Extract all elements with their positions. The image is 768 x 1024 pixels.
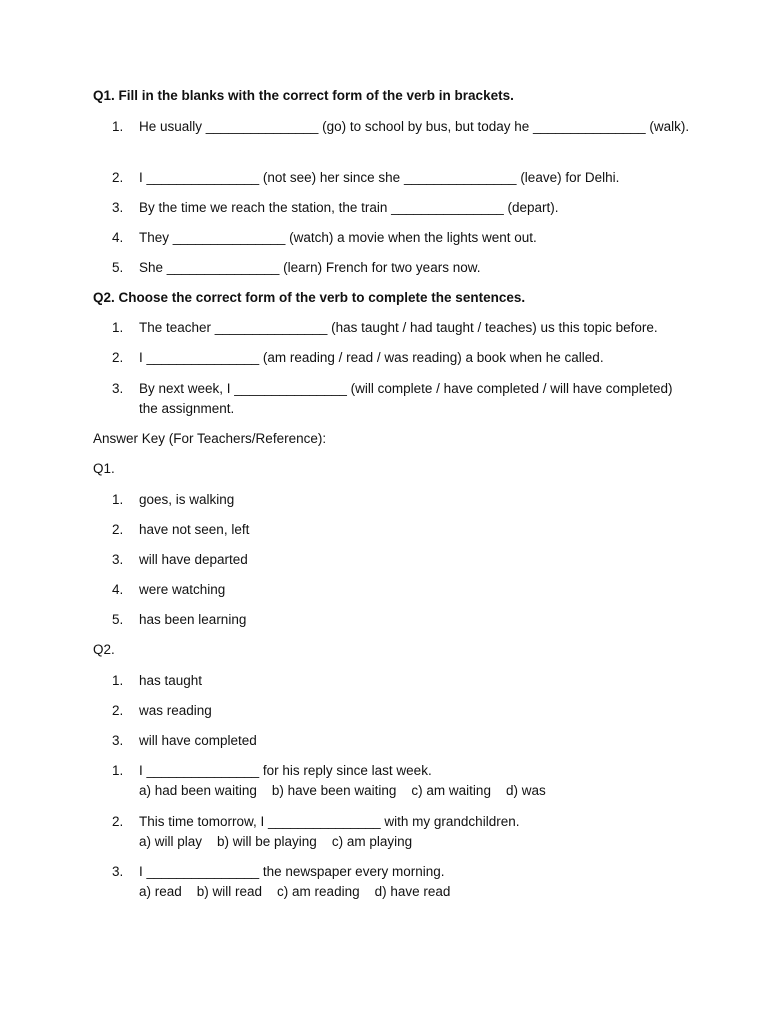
q1-heading: Q1. Fill in the blanks with the correct form of the verb in brackets. xyxy=(93,88,514,103)
extra-item-1 xyxy=(112,761,692,801)
answer-text: will have completed xyxy=(139,733,257,748)
answer-q2-item-1 xyxy=(112,671,692,691)
item-number: 3. xyxy=(112,733,124,748)
extra-item-3 xyxy=(112,862,692,902)
item-number: 1. xyxy=(112,763,124,778)
answer-text: has been learning xyxy=(139,612,247,627)
item-number: 1. xyxy=(112,673,124,688)
item-number: 2. xyxy=(112,522,124,537)
item-text: I _______________ (not see) her since she _______________ (leave) for Delhi. xyxy=(139,170,620,185)
item-text: By the time we reach the station, the train _______________ (depart). xyxy=(139,200,559,215)
item-text: He usually _______________ (go) to school by bus, but today he _______________ (walk). xyxy=(139,119,690,134)
q1-item-5 xyxy=(112,258,692,278)
item-text: This time tomorrow, I _______________ with my grandchildren. xyxy=(139,814,520,829)
q2-item-1 xyxy=(112,318,692,338)
answer-key-q2-label: Q2. xyxy=(93,642,115,657)
item-number: 4. xyxy=(112,582,124,597)
answer-q1-item-2 xyxy=(112,520,692,540)
answer-q1-item-4 xyxy=(112,580,692,600)
answer-q1-item-1 xyxy=(112,490,692,510)
answer-text: goes, is walking xyxy=(139,492,235,507)
q1-item-2 xyxy=(112,168,692,188)
item-text: The teacher _______________ (has taught / had taught / teaches) us this topic before. xyxy=(139,320,658,335)
answer-text: has taught xyxy=(139,673,203,688)
extra-item-2 xyxy=(112,812,692,852)
q1-item-3 xyxy=(112,198,692,218)
answer-text: was reading xyxy=(139,703,212,718)
item-number: 1. xyxy=(112,320,124,335)
item-text: She _______________ (learn) French for two years now. xyxy=(139,260,481,275)
item-number: 1. xyxy=(112,119,124,134)
item-text: I _______________ for his reply since last week. xyxy=(139,763,432,778)
q1-item-4 xyxy=(112,228,692,248)
item-options: a) read b) will read c) am reading d) have read xyxy=(139,884,451,899)
item-number: 3. xyxy=(112,864,124,879)
item-number: 3. xyxy=(112,552,124,567)
item-options: a) will play b) will be playing c) am playing xyxy=(139,834,413,849)
item-text: They _______________ (watch) a movie when the lights went out. xyxy=(139,230,537,245)
item-number: 2. xyxy=(112,350,124,365)
item-number: 5. xyxy=(112,612,124,627)
answer-key-heading: Answer Key (For Teachers/Reference): xyxy=(93,431,327,446)
item-number: 5. xyxy=(112,260,124,275)
item-number: 4. xyxy=(112,230,124,245)
item-number: 2. xyxy=(112,814,124,829)
item-number: 3. xyxy=(112,381,124,396)
answer-text: were watching xyxy=(139,582,226,597)
answer-text: will have departed xyxy=(139,552,248,567)
answer-q1-item-3 xyxy=(112,550,692,570)
answer-q2-item-3 xyxy=(112,731,692,751)
item-text: I _______________ (am reading / read / was reading) a book when he called. xyxy=(139,350,604,365)
item-number: 2. xyxy=(112,703,124,718)
q2-item-2 xyxy=(112,348,692,368)
q2-item-3 xyxy=(112,379,692,419)
answer-q1-item-5 xyxy=(112,610,692,630)
q1-item-1 xyxy=(112,117,692,137)
item-number: 3. xyxy=(112,200,124,215)
answer-q2-item-2 xyxy=(112,701,692,721)
item-number: 1. xyxy=(112,492,124,507)
item-text: By next week, I _______________ (will complete / have completed / will have completed) the assignment. xyxy=(139,381,677,416)
answer-key-q1-label: Q1. xyxy=(93,461,115,476)
item-options: a) had been waiting b) have been waiting c) am waiting d) was xyxy=(139,783,546,798)
item-number: 2. xyxy=(112,170,124,185)
item-text: I _______________ the newspaper every morning. xyxy=(139,864,445,879)
answer-text: have not seen, left xyxy=(139,522,250,537)
q2-heading: Q2. Choose the correct form of the verb to complete the sentences. xyxy=(93,290,526,305)
